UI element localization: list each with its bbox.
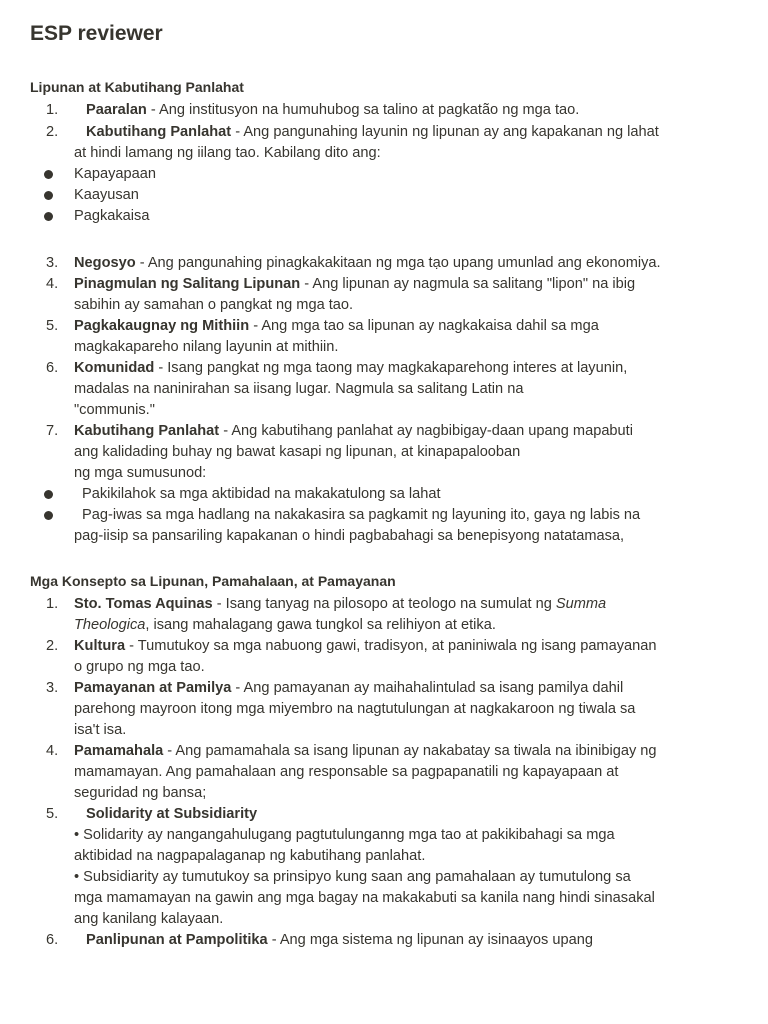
item-continuation: sabihin ay samahan o pangkat ng mga tao.	[74, 297, 354, 313]
item-separator: -	[267, 932, 280, 948]
item-term: Sto. Tomas Aquinas	[74, 596, 213, 612]
item-definition: Tumutukoy sa mga nabuong gawi, tradisyon, at paniniwala ng isang pamayanan	[137, 638, 657, 654]
item-number: 4.	[46, 743, 59, 759]
item-separator: -	[163, 743, 176, 759]
item-term: Pinagmulan ng Salitang Lipunan	[74, 276, 301, 292]
bullet-dot-icon	[44, 170, 53, 179]
item-continuation: • Subsidiarity ay tumutukoy sa prinsipyo kung saan ang pamahalaan ay tumutulong sa	[74, 869, 631, 885]
item-text	[74, 316, 599, 337]
item-definition: Ang pamamahala sa isang lipunan ay nakabatay sa tiwala na ibinibigay ng	[175, 743, 657, 759]
item-text	[86, 100, 579, 121]
item-definition: Ang pamayanan ay maihahalintulad sa isang pamilya dahil	[243, 680, 624, 696]
item-term: Kabutihang Panlahat	[86, 124, 232, 140]
item-separator: -	[231, 680, 244, 696]
item-continuation: mamamayan. Ang pamahalaan ang responsable sa pagpapanatili ng kapayapaan at	[74, 764, 619, 780]
item-continuation: seguridad ng bansa;	[74, 785, 207, 801]
item-separator: -	[154, 360, 168, 376]
item-continuation: parehong mayroon itong mga miyembro na nagtutulungan at nagkakaroon ng tiwala sa	[74, 701, 636, 717]
item-term: Pamayanan at Pamilya	[74, 680, 232, 696]
item-separator: -	[135, 255, 148, 271]
item-number: 5.	[46, 318, 59, 334]
item-number: 2.	[46, 638, 59, 654]
item-term: Paaralan	[86, 102, 147, 118]
item-continuation: aktibidad na nagpapalaganap ng kabutihang panlahat.	[74, 848, 426, 864]
item-separator: -	[219, 423, 232, 439]
section-heading-lipunan: Lipunan at Kabutihang Panlahat	[30, 79, 244, 95]
item-definition: Ang kabutihang panlahat ay nagbibigay-daan upang mapabuti	[231, 423, 633, 439]
item-text	[74, 253, 661, 274]
item-number: 1.	[46, 596, 59, 612]
item-number: 7.	[46, 423, 59, 439]
item-text	[86, 122, 659, 143]
bullet-text: Pag-iwas sa mga hadlang na nakakasira sa pagkamit ng layuning ito, gaya ng labis na	[82, 507, 641, 523]
item-number: 3.	[46, 680, 59, 696]
item-continuation: • Solidarity ay nangangahulugang pagtutulunganng mga tao at pakikibahagi sa mga	[74, 827, 615, 843]
bullet-text: Pakikilahok sa mga aktibidad na makakatulong sa lahat	[82, 486, 441, 502]
bullet-dot-icon	[44, 511, 53, 520]
item-continuation: ang kanilang kalayaan.	[74, 911, 224, 927]
item-term: Komunidad	[74, 360, 155, 376]
item-text	[74, 594, 606, 615]
item-continuation: ang kalidading buhay ng bawat kasapi ng lipunan, at kinapapalooban	[74, 444, 521, 460]
item-italic: Summa	[555, 596, 607, 612]
bullet-text: Kapayapaan	[74, 166, 156, 182]
item-term: Panlipunan at Pampolitika	[86, 932, 268, 948]
item-separator: -	[212, 596, 226, 612]
item-separator: -	[249, 318, 262, 334]
item-definition: Ang mga sistema ng lipunan ay isinaayos upang	[279, 932, 593, 948]
item-text	[86, 804, 257, 825]
item-separator: -	[125, 638, 138, 654]
item-separator: -	[146, 102, 160, 118]
item-term: Negosyo	[74, 255, 136, 271]
item-term: Pagkakaugnay ng Mithiin	[74, 318, 250, 334]
item-continuation: "communis."	[74, 402, 155, 418]
item-text	[74, 421, 633, 442]
item-definition: Ang mga tao sa lipunan ay nagkakaisa dahil sa mga	[261, 318, 599, 334]
item-number: 5.	[46, 806, 59, 822]
item-continuation: madalas na naninirahan sa iisang lugar. Nagmula sa salitang Latin na	[74, 381, 524, 397]
item-separator: -	[231, 124, 244, 140]
item-continuation: isa't isa.	[74, 722, 127, 738]
item-term: Kultura	[74, 638, 126, 654]
item-italic: Theologica	[74, 617, 146, 633]
item-term: Pamamahala	[74, 743, 164, 759]
item-text	[86, 930, 593, 951]
item-term: Kabutihang Panlahat	[74, 423, 220, 439]
bullet-dot-icon	[44, 191, 53, 200]
bullet-dot-icon	[44, 490, 53, 499]
item-number: 3.	[46, 255, 59, 271]
item-number: 1.	[46, 102, 59, 118]
item-continuation: at hindi lamang ng iilang tao. Kabilang dito ang:	[74, 145, 381, 161]
bullet-dot-icon	[44, 212, 53, 221]
item-number: 4.	[46, 276, 59, 292]
item-definition: Ang pangunahing layunin ng lipunan ay ang kapakanan ng lahat	[243, 124, 659, 140]
item-text	[74, 741, 657, 762]
item-definition: Isang pangkat ng mga taong may magkakaparehong interes at layunin,	[167, 360, 628, 376]
item-number: 2.	[46, 124, 59, 140]
item-separator: -	[300, 276, 313, 292]
section-heading-konsepto: Mga Konsepto sa Lipunan, Pamahalaan, at Pamayanan	[30, 573, 396, 589]
item-term: Solidarity at Subsidiarity	[86, 806, 258, 822]
item-text	[74, 636, 656, 657]
item-continuation: ng mga sumusunod:	[74, 465, 207, 481]
item-definition: Isang tanyag na pilosopo at teologo na sumulat ng	[225, 596, 556, 612]
item-continuation-text: , isang mahalagang gawa tungkol sa relihiyon at etika.	[145, 617, 496, 633]
bullet-text: Kaayusan	[74, 187, 139, 203]
item-continuation: o grupo ng mga tao.	[74, 659, 205, 675]
item-number: 6.	[46, 360, 59, 376]
item-definition: Ang institusyon na humuhubog sa talino at pagkatão ng mga tao.	[159, 102, 580, 118]
item-continuation: magkakapareho nilang layunin at mithiin.	[74, 339, 339, 355]
item-text	[74, 358, 627, 379]
item-number: 6.	[46, 932, 59, 948]
item-definition: Ang pangunahing pinagkakakitaan ng mga tạo upang umunlad ang ekonomiya.	[147, 255, 661, 271]
item-text	[74, 678, 623, 699]
bullet-text: Pagkakaisa	[74, 208, 150, 224]
item-continuation: mga mamamayan na gawin ang mga bagay na makakabuti sa kanila nang hindi sinasakal	[74, 890, 655, 906]
item-text	[74, 274, 635, 295]
bullet-continuation: pag-iisip sa pansariling kapakanan o hindi pagbabahagi sa benepisyong natatamasa,	[74, 528, 625, 544]
page-title: ESP reviewer	[30, 22, 163, 45]
item-definition: Ang lipunan ay nagmula sa salitang "lipon" na ibig	[312, 276, 636, 292]
item-continuation	[74, 615, 496, 636]
